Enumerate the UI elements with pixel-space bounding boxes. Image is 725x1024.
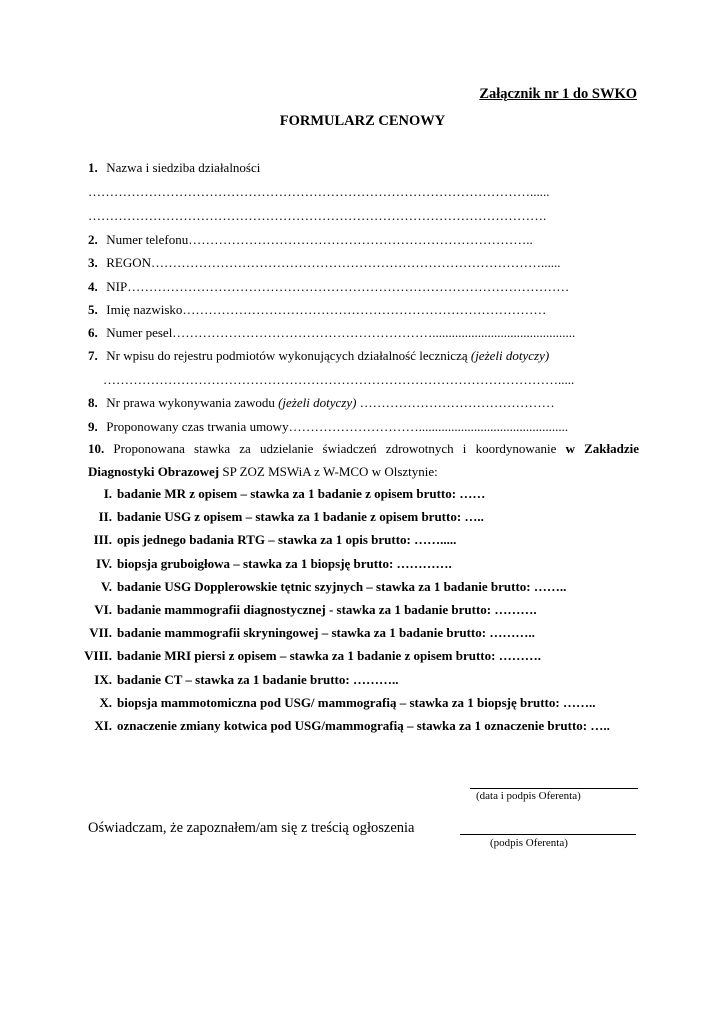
- item-text: Nr wpisu do rejestru podmiotów wykonujących działalność leczniczą: [106, 348, 468, 363]
- rate-text: badanie MRI piersi z opisem – stawka za 1 badanie z opisem brutto: ……….: [117, 648, 541, 664]
- item-1-fill-line-2: …………………………………………………………………………………………….: [88, 208, 547, 223]
- item-text: Numer telefonu……………………………………………………………………..: [106, 232, 533, 247]
- item-8: [88, 395, 588, 411]
- item-note: (jeżeli dotyczy): [278, 395, 357, 410]
- rate-item: [0, 486, 485, 502]
- rate-numeral: VI.: [94, 602, 112, 617]
- item-6: [88, 325, 588, 341]
- item-3: [88, 255, 588, 271]
- signature-1-caption: (data i podpis Oferenta): [476, 790, 581, 802]
- item-9: [88, 419, 588, 435]
- rate-text: badanie MR z opisem – stawka za 1 badanie z opisem brutto: ……: [117, 486, 486, 501]
- rate-item: [0, 648, 541, 664]
- item-text: Proponowana stawka za udzielanie świadczeń zdrowotnych i koordynowanie: [113, 441, 557, 456]
- item-7-fill-line: …………………………………………………………………………………………….....: [103, 372, 575, 387]
- rate-numeral: III.: [93, 532, 112, 548]
- annex-label: Załącznik nr 1 do SWKO: [479, 86, 637, 102]
- rate-numeral: IX.: [94, 671, 112, 687]
- item-number: 8.: [88, 395, 98, 410]
- rate-numeral: II.: [98, 509, 112, 525]
- rate-text: badanie mammografii diagnostycznej - stawka za 1 badanie brutto: ……….: [117, 602, 537, 617]
- item-fill: ………………………………………: [359, 395, 555, 410]
- item-text: Numer pesel……………………………………………………............................................: [106, 325, 576, 340]
- item-2: [88, 232, 588, 248]
- rate-numeral: VII.: [89, 625, 112, 641]
- rate-item: [0, 532, 456, 548]
- item-number: 3.: [88, 255, 98, 270]
- item-number: 9.: [88, 419, 98, 434]
- rate-item: [0, 556, 452, 572]
- rate-text: badanie USG z opisem – stawka za 1 badanie z opisem brutto: …..: [117, 509, 484, 525]
- signature-line-2: [460, 834, 636, 835]
- item-5: [88, 302, 588, 318]
- item-4: [88, 279, 588, 295]
- rate-item: [0, 579, 566, 595]
- rate-numeral: XI.: [94, 718, 112, 733]
- rate-numeral: I.: [103, 486, 112, 501]
- rate-item: [0, 509, 484, 525]
- item-note: (jeżeli dotyczy): [470, 348, 550, 363]
- rate-item: [0, 672, 398, 688]
- item-number: 4.: [88, 279, 98, 294]
- rate-text: badanie USG Dopplerowskie tętnic szyjnych – stawka za 1 badanie brutto: ……..: [117, 578, 567, 594]
- rate-numeral: V.: [101, 578, 112, 594]
- rate-text: opis jednego badania RTG – stawka za 1 opis brutto: …….....: [117, 532, 457, 548]
- item-1-fill-line-1: …………………………………………………………………………………………......: [88, 184, 550, 199]
- item-text: Nr prawa wykonywania zawodu: [106, 395, 275, 410]
- rate-text: badanie CT – stawka za 1 badanie brutto: ………..: [117, 671, 399, 687]
- rate-item: [0, 718, 610, 734]
- item-text-cont: SP ZOZ MSWiA z W-MCO w Olsztynie:: [222, 464, 438, 479]
- item-number: 7.: [88, 348, 98, 363]
- item-bold-text: w Zakładzie Diagnostyki Obrazowej: [88, 441, 640, 479]
- item-number: 2.: [88, 232, 98, 247]
- item-text: NIP…………………………………………………………………………………………: [106, 279, 570, 294]
- item-label: Nazwa i siedziba działalności: [106, 160, 261, 175]
- item-number: 1.: [88, 160, 98, 175]
- form-title: FORMULARZ CENOWY: [279, 113, 446, 129]
- signature-2-caption: (podpis Oferenta): [490, 837, 568, 849]
- rate-numeral: VIII.: [84, 648, 112, 664]
- rate-item: [0, 625, 535, 641]
- item-number: 6.: [88, 325, 98, 340]
- rate-text: biopsja mammotomiczna pod USG/ mammografią – stawka za 1 biopsję brutto: ……..: [117, 694, 596, 710]
- signature-line-1: [470, 788, 638, 789]
- rate-text: oznaczenie zmiany kotwica pod USG/mammografią – stawka za 1 oznaczenie brutto: …..: [117, 718, 610, 733]
- item-10: [88, 437, 639, 483]
- item-text: Proponowany czas trwania umowy…………………………..............................................: [106, 419, 569, 434]
- declaration-text: Oświadczam, że zapoznałem/am się z treścią ogłoszenia: [88, 820, 415, 836]
- rate-item: [0, 695, 595, 711]
- rate-item: [0, 602, 537, 618]
- rate-text: badanie mammografii skryningowej – stawka za 1 badanie brutto: ………..: [117, 625, 535, 641]
- rate-text: biopsja gruboigłowa – stawka za 1 biopsję brutto: ………….: [117, 555, 452, 571]
- rate-numeral: X.: [99, 694, 112, 710]
- item-number: 10.: [88, 441, 105, 456]
- rate-numeral: IV.: [95, 555, 112, 571]
- item-text: REGON………………………………………………………………………………......: [106, 255, 561, 270]
- item-number: 5.: [88, 302, 98, 317]
- item-7: [88, 348, 648, 364]
- item-1: [88, 160, 588, 176]
- item-text: Imię nazwisko…………………………………………………………………………: [106, 302, 547, 317]
